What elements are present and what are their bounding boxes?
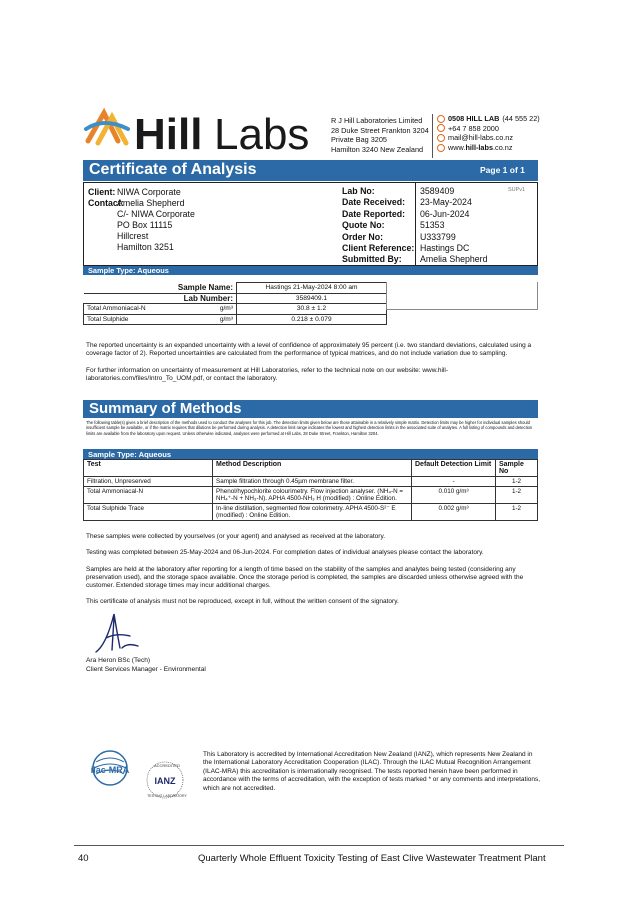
page-number: 40 xyxy=(78,853,89,864)
column-header: Method Description xyxy=(213,460,412,477)
signatory-name: Ara Heron BSc (Tech) xyxy=(86,657,151,664)
table-row xyxy=(84,477,538,487)
website: www.hill-labs.co.nz xyxy=(448,142,513,152)
svg-text:ilac-MRA: ilac-MRA xyxy=(90,765,130,775)
paragraph: These samples were collected by yourselves (or your agent) and analysed as received at the laboratory. xyxy=(86,533,386,540)
column-header: Sample No xyxy=(496,460,538,477)
field-divider xyxy=(415,182,416,266)
method-test: Total Sulphide Trace xyxy=(84,504,213,521)
uncertainty-notes xyxy=(86,342,541,383)
date-reported-value: 06-Jun-2024 xyxy=(420,208,470,219)
paragraph: Testing was completed between 25-May-2024 and 06-Jun-2024. For completion dates of individual analyses please contact the laboratory. xyxy=(86,549,484,557)
result-test: Total Sulphide g/m³ xyxy=(84,314,237,325)
paragraph: This certificate of analysis must not be reproduced, except in full, without the written consent of the signatory. xyxy=(86,598,399,606)
sample-no: 1-2 xyxy=(496,504,538,521)
phone-extra: (44 555 22) xyxy=(502,114,540,123)
table-row xyxy=(84,304,387,315)
detection-limit: 0.002 g/m³ xyxy=(412,504,496,521)
result-value: 0.218 ± 0.079 xyxy=(237,314,387,325)
method-description: In-line distillation, segmented flow colorimetry. APHA 4500-S²⁻ E (modified) : Online Edition. xyxy=(213,504,412,521)
sample-type-label: Sample Type: Aqueous xyxy=(88,449,172,459)
table-row xyxy=(84,504,538,521)
results-table xyxy=(83,282,387,325)
paragraph: Samples are held at the laboratory after reporting for a length of time based on the stability of the samples and analytes being tested (considering any preservation used), and the storage space available. Once the storage period is completed, the samples are discarded unless otherwise agreed with the customer. Extended storage times may incur additional charges. xyxy=(86,565,524,590)
contact-line: C/- NIWA Corporate xyxy=(117,209,195,219)
address-line: R J Hill Laboratories Limited xyxy=(331,116,423,125)
field-label: Date Reported: xyxy=(342,208,406,219)
field-label: Order No: xyxy=(342,231,384,242)
signatory-block xyxy=(86,657,206,674)
field-label: Date Received: xyxy=(342,197,406,208)
sample-no: 1-2 xyxy=(496,477,538,487)
page-indicator: Page 1 of 1 xyxy=(480,165,525,175)
signature-image xyxy=(92,608,142,656)
detection-limit: - xyxy=(412,477,496,487)
client-label: Client: xyxy=(88,187,116,197)
signatory-role: Client Services Manager - Environmental xyxy=(86,665,206,673)
method-description: Sample filtration through 0.45µm membrane filter. xyxy=(213,477,412,487)
phone-number: 0508 HILL LAB xyxy=(448,114,500,123)
date-received-value: 23-May-2024 xyxy=(420,197,472,208)
sample-type-bar xyxy=(83,449,538,459)
ilac-mra-logo xyxy=(86,748,134,794)
field-label: Submitted By: xyxy=(342,254,402,265)
sample-name-label: Sample Name: xyxy=(84,283,237,294)
client-name: NIWA Corporate xyxy=(117,187,181,197)
result-test: Total Ammoniacal-N g/m³ xyxy=(84,304,237,315)
document-title: Quarterly Whole Effluent Toxicity Testing of East Clive Wastewater Treatment Plant xyxy=(198,853,546,864)
client-reference-value: Hastings DC xyxy=(420,243,470,254)
logo-hill-text: Hill xyxy=(134,110,203,159)
phone-icon xyxy=(437,115,445,123)
svg-text:TESTING LABORATORY: TESTING LABORATORY xyxy=(147,794,187,798)
methods-note: The following table(s) gives a brief description of the methods used to conduct the analyses for this job. The detection limits given below are those attainable in a relatively simple matrix. Detection limits may be higher for individual samples should insufficient sample be available, or if the matrix requires that dilutions be performed during analysis. A detection limit range indicates the lowest and highest detection limits in the associated suite of analytes. A full listing of compounds and detection limits are available from the laboratory upon request. Unless otherwise indicated, analyses were performed at Hill Labs, 28 Duke Street, Frankton, Hamilton 3204. xyxy=(86,420,533,436)
address-line: Private Bag 3205 xyxy=(331,135,387,145)
accreditation-statement: This Laboratory is accredited by International Accreditation New Zealand (IANZ), which represents New Zealand in the International Laboratory Accreditation Cooperation (ILAC). Through the ILAC Mutual Recognition Arrangement (ILAC-MRA) this accreditation is internationally recognised. The tests reported herein have been performed in accordance with the terms of accreditation, with the exception of tests marked * or any comments and interpretations, which are not accredited. xyxy=(203,751,541,792)
submitted-by-value: Amelia Shepherd xyxy=(420,254,488,265)
intl-phone-icon xyxy=(437,124,445,132)
report-notes xyxy=(86,533,546,615)
lab-no-value: 3589409 xyxy=(420,186,455,196)
methods-title: Summary of Methods xyxy=(89,400,242,417)
table-header-row xyxy=(84,460,538,477)
detection-limit: 0.010 g/m³ xyxy=(412,487,496,504)
empty-result-cell xyxy=(386,282,538,310)
address-line: 28 Duke Street Frankton 3204 xyxy=(331,125,429,135)
logo-labs-text: Labs xyxy=(214,110,310,159)
hill-labs-logo xyxy=(84,103,310,159)
lab-contacts xyxy=(437,114,540,152)
contact-line: PO Box 11115 xyxy=(117,220,173,230)
method-test: Total Ammoniacal-N xyxy=(84,487,213,504)
table-row xyxy=(84,314,387,325)
report-field-labels xyxy=(342,186,414,266)
order-no-value: U333799 xyxy=(420,231,456,242)
svg-text:IANZ: IANZ xyxy=(154,776,176,786)
contact-details xyxy=(117,198,195,253)
ianz-seal-logo xyxy=(140,760,190,800)
field-label: Client Reference: xyxy=(342,243,415,254)
table-row xyxy=(84,283,387,294)
method-test: Filtration, Unpreserved xyxy=(84,477,213,487)
version-label: SUPv1 xyxy=(508,187,526,193)
svg-text:ACCREDITED: ACCREDITED xyxy=(153,763,181,768)
contact-line: Hillcrest xyxy=(117,231,149,241)
paragraph: The reported uncertainty is an expanded uncertainty with a level of confidence of approximately 95 percent (i.e. two standard deviations, calculated using a coverage factor of 2). Reported uncertainties are calculated from the performance of typical matrices, and do not include variation due to sampling. xyxy=(86,342,532,358)
field-label: Quote No: xyxy=(342,220,385,231)
method-description: Phenol/hypochlorite colourimetry. Flow injection analyser. (NH₄-N = NH₄⁺-N + NH₃-N). APHA 4500-NH₃ H (modified) : Online Edition. xyxy=(213,487,412,504)
sample-type-label: Sample Type: Aqueous xyxy=(88,266,169,275)
result-value: 30.8 ± 1.2 xyxy=(237,304,387,315)
contact-line: Amelia Shepherd xyxy=(117,198,185,208)
lab-number-value: 3589409.1 xyxy=(237,293,387,304)
field-label: Lab No: xyxy=(342,186,375,196)
address-line: Hamilton 3240 New Zealand xyxy=(331,144,424,154)
certificate-title: Certificate of Analysis xyxy=(89,161,257,178)
column-header: Test xyxy=(84,460,213,477)
methods-table xyxy=(83,459,538,521)
table-row xyxy=(84,487,538,504)
contact-line: Hamilton 3251 xyxy=(117,242,174,252)
column-header: Default Detection Limit xyxy=(412,460,496,477)
sample-type-bar xyxy=(83,266,538,275)
email-icon xyxy=(437,134,445,142)
logo-mark-icon xyxy=(86,113,128,143)
sample-no: 1-2 xyxy=(496,487,538,504)
quote-no-value: 51353 xyxy=(420,220,445,231)
sample-name-value: Hastings 21-May-2024 8:00 am xyxy=(237,283,387,294)
header-divider xyxy=(432,114,433,158)
table-row xyxy=(84,293,387,304)
report-field-values xyxy=(420,186,487,266)
contact-label: Contact: xyxy=(88,198,124,208)
paragraph: For further information on uncertainty of measurement at Hill Laboratories, refer to the technical note on our website: www.hill-laboratories.com/files/Intro_To_UOM.pdf, or contact the laboratory. xyxy=(86,366,449,382)
lab-number-label: Lab Number: xyxy=(84,293,237,304)
web-icon xyxy=(437,144,445,152)
intl-phone: +64 7 858 2000 xyxy=(448,123,499,133)
lab-address xyxy=(331,116,429,154)
footer-divider xyxy=(74,845,564,846)
email: mail@hill-labs.co.nz xyxy=(448,133,513,143)
